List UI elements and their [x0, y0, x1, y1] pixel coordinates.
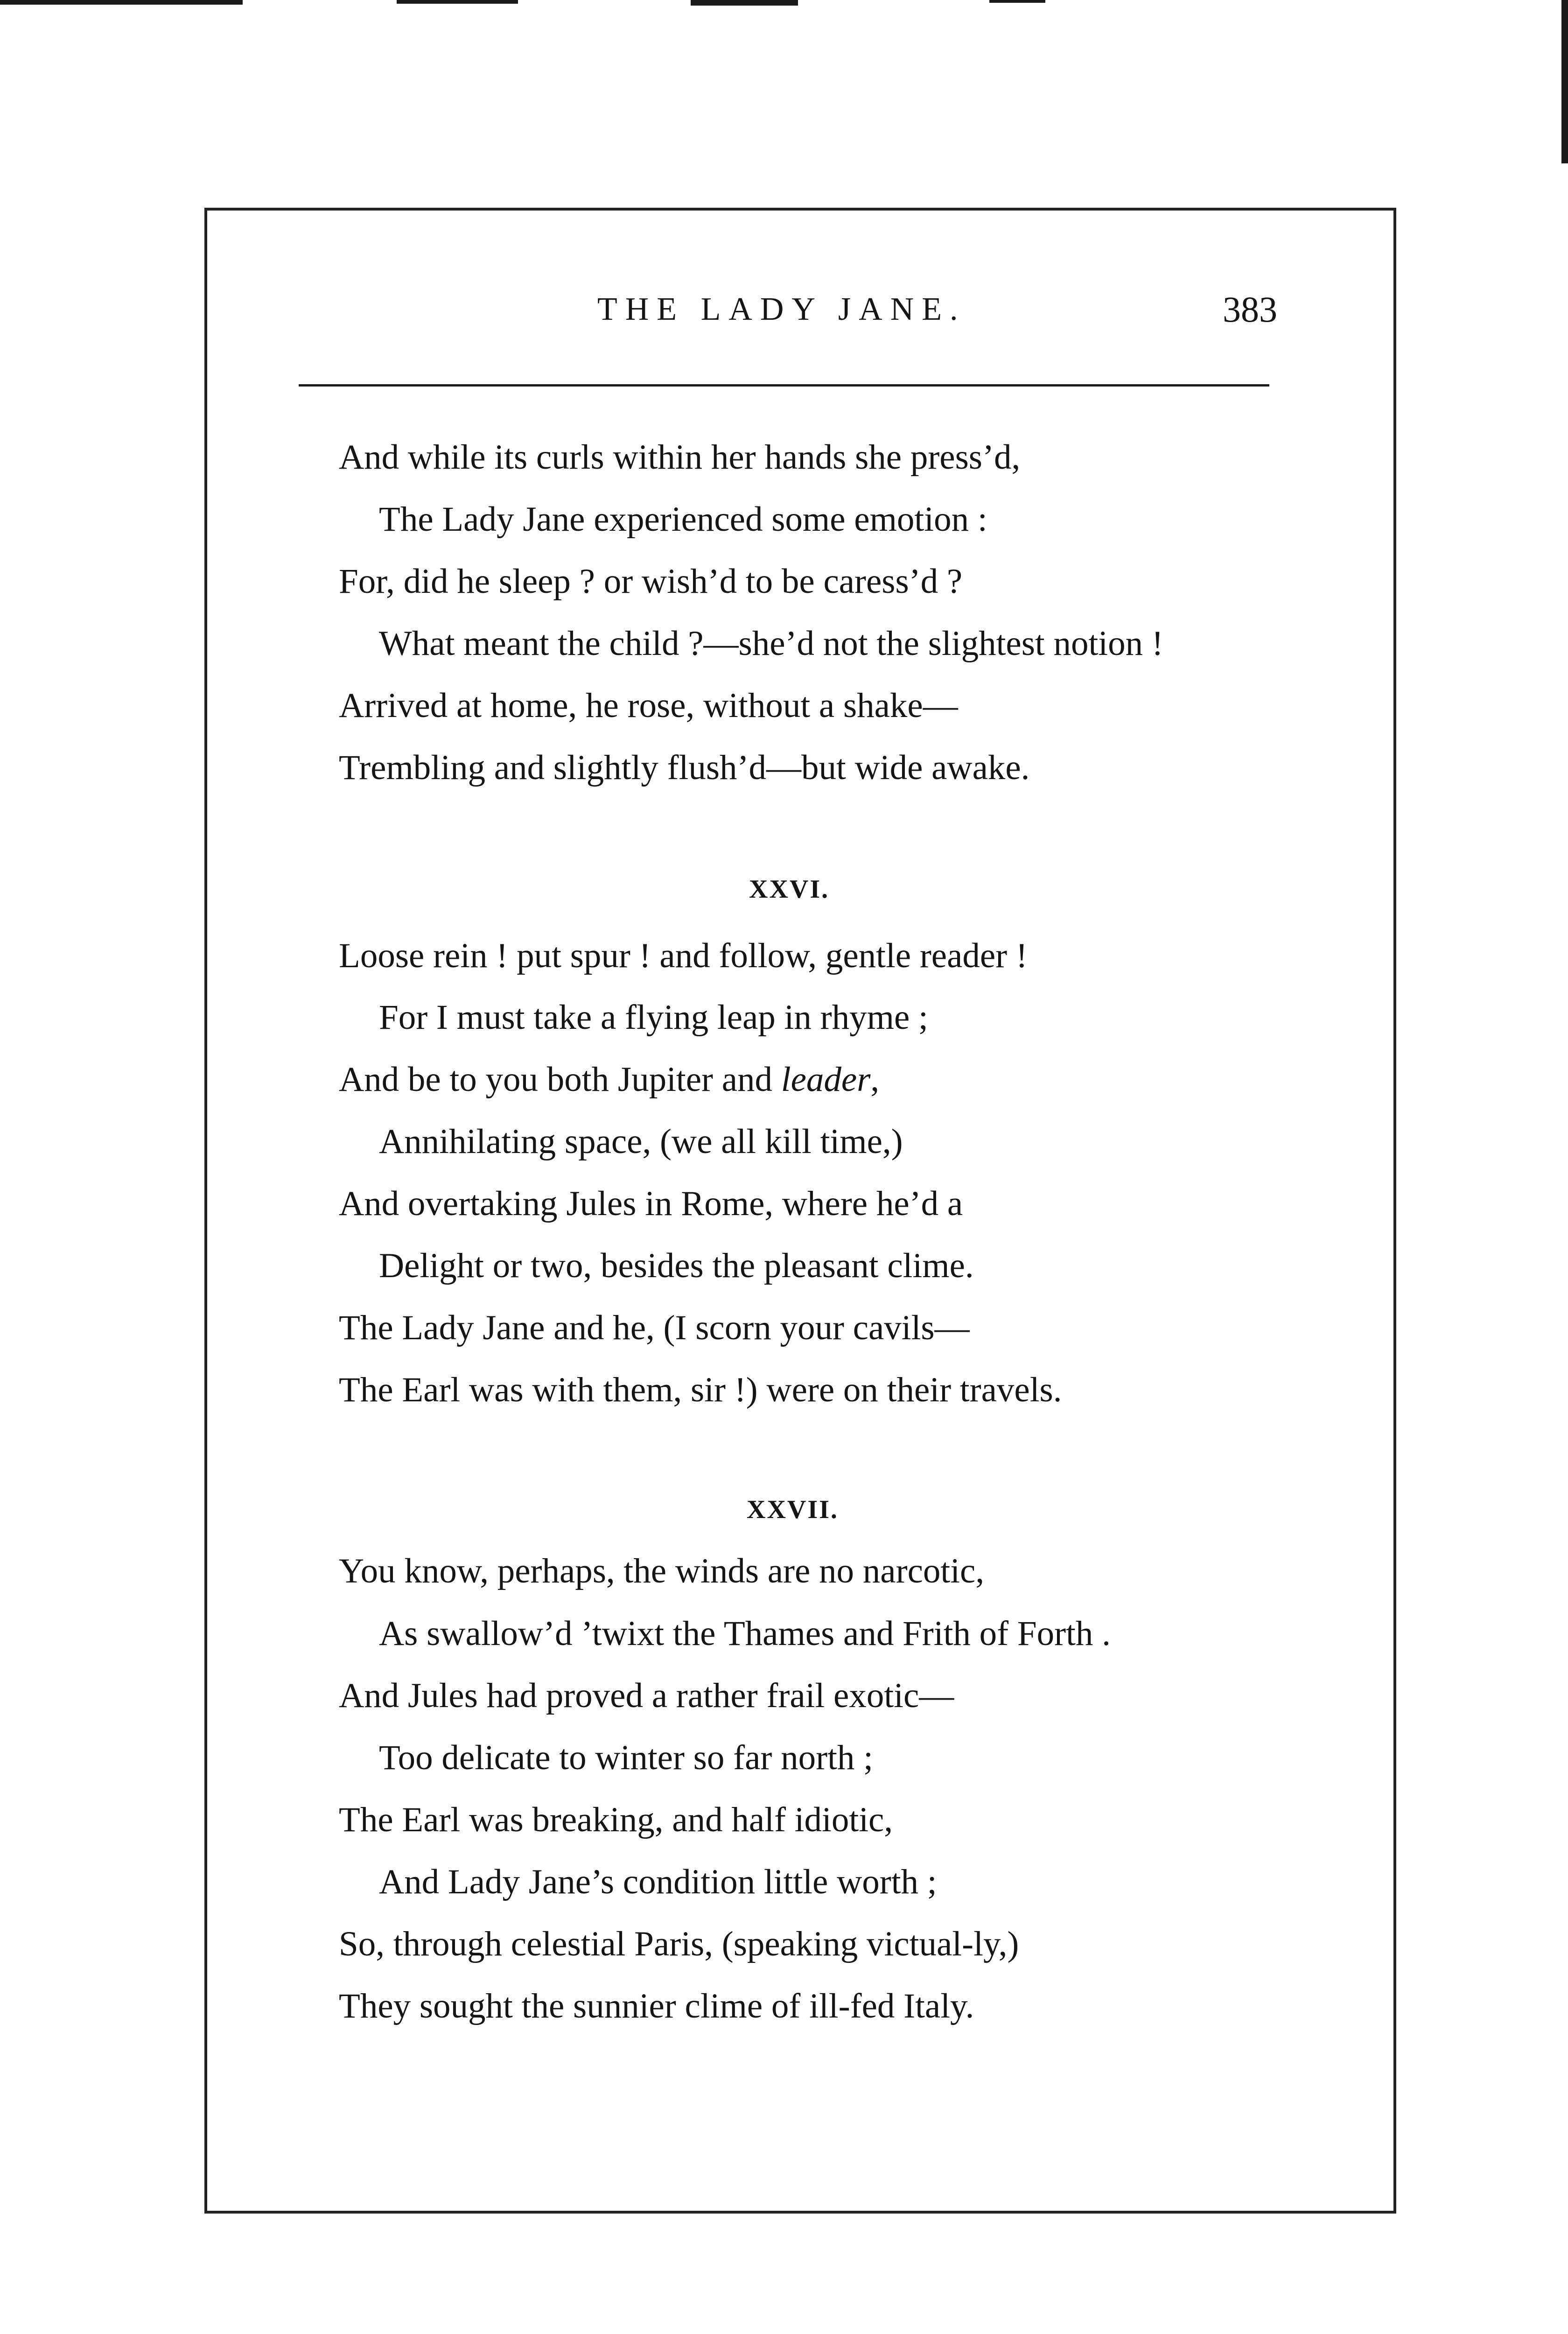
verse-line: And Lady Jane’s condition little worth ; — [379, 1863, 937, 1901]
verse-line: Loose rein ! put spur ! and follow, gentle reader ! — [339, 936, 1028, 975]
italic-word: leader — [781, 1060, 871, 1099]
verse-line-punctuation: , — [870, 1060, 880, 1099]
verse-line: Trembling and slightly flush’d—but wide awake. — [339, 748, 1030, 787]
verse-line: So, through celestial Paris, (speaking victual-ly,) — [339, 1925, 1019, 1963]
verse-line: Annihilating space, (we all kill time,) — [379, 1122, 903, 1161]
stanza-number: XXVI. — [749, 875, 830, 904]
scan-edge-top — [0, 0, 243, 5]
stanza-number: XXVII. — [747, 1495, 839, 1524]
verse-line: For, did he sleep ? or wish’d to be caress’d ? — [339, 562, 963, 601]
scan-edge-top-fragment — [989, 0, 1045, 3]
page-number: 383 — [1223, 289, 1277, 330]
verse-line: The Earl was with them, sir !) were on their travels. — [339, 1371, 1062, 1409]
verse-line: The Lady Jane experienced some emotion : — [379, 500, 987, 539]
verse-line: What meant the child ?—she’d not the slightest notion ! — [379, 624, 1163, 663]
verse-line: For I must take a flying leap in rhyme ; — [379, 998, 928, 1037]
verse-line: Arrived at home, he rose, without a shake— — [339, 686, 958, 725]
verse-line — [339, 1062, 879, 1097]
verse-line: The Earl was breaking, and half idiotic, — [339, 1800, 893, 1839]
verse-line: As swallow’d ’twixt the Thames and Frith of Forth . — [379, 1614, 1111, 1653]
verse-line: You know, perhaps, the winds are no narcotic, — [339, 1552, 985, 1590]
verse-line: Too delicate to winter so far north ; — [379, 1738, 874, 1777]
scan-edge-top-fragment — [691, 0, 798, 6]
verse-line: They sought the sunnier clime of ill-fed Italy. — [339, 1987, 974, 2025]
scan-edge-right — [1561, 0, 1568, 163]
verse-line: Delight or two, besides the pleasant clime. — [379, 1246, 974, 1285]
verse-line-text: And be to you both Jupiter and — [339, 1060, 781, 1099]
header-rule — [299, 384, 1269, 387]
verse-line: And overtaking Jules in Rome, where he’d a — [339, 1184, 963, 1223]
running-head: THE LADY JANE. — [597, 291, 966, 327]
verse-line: And while its curls within her hands she press’d, — [339, 438, 1021, 477]
scan-edge-top-fragment — [397, 0, 518, 4]
verse-line: The Lady Jane and he, (I scorn your cavils— — [339, 1308, 970, 1347]
verse-line: And Jules had proved a rather frail exotic— — [339, 1676, 954, 1715]
